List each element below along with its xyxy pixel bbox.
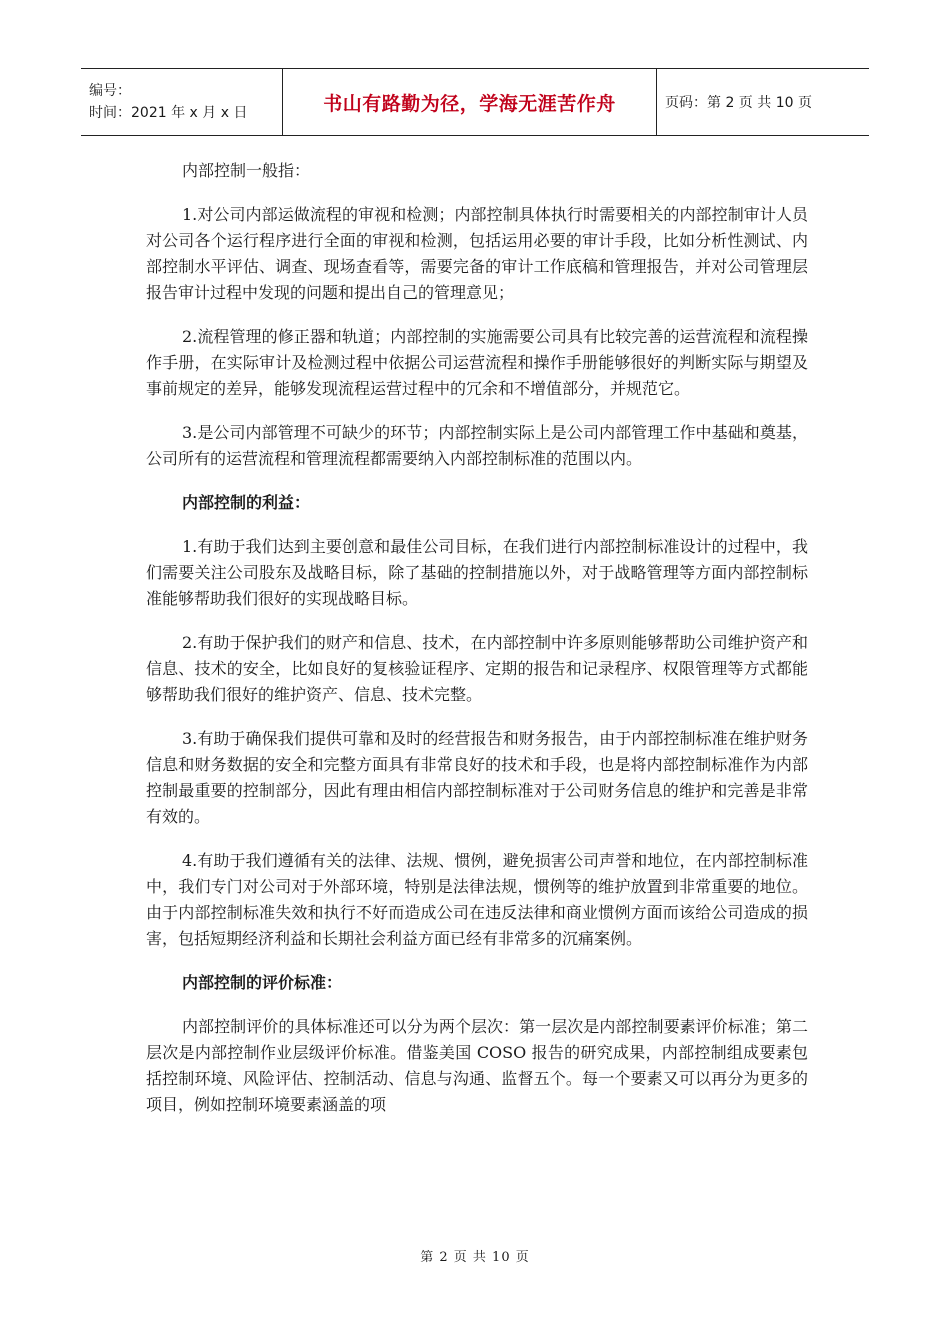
header-page-info: 页码：第 2 页 共 10 页 [665, 95, 812, 111]
document-number-label: 编号： [89, 83, 131, 99]
header-meta [81, 69, 283, 135]
paragraph: 1.有助于我们达到主要创意和最佳公司目标，在我们进行内部控制标准设计的过程中，我们需要关注公司股东及战略目标，除了基础的控制措施以外，对于战略管理等方面内部控制标准能够帮助我们很好的实现战略目标。 [146, 537, 808, 608]
paragraph: 内部控制评价的具体标准还可以分为两个层次：第一层次是内部控制要素评价标准；第二层次是内部控制作业层级评价标准。借鉴美国 COSO 报告的研究成果，内部控制组成要素包括控制环境、风险评估、控制活动、信息与沟通、监督五个。每一个要素又可以再分为更多的项目，例如控制环境要素涵盖的项 [146, 1017, 808, 1114]
paragraph: 2.有助于保护我们的财产和信息、技术，在内部控制中许多原则能够帮助公司维护资产和信息、技术的安全，比如良好的复核验证程序、定期的报告和记录程序、权限管理等方式都能够帮助我们很好的维护资产、信息、技术完整。 [146, 633, 808, 704]
paragraph: 3.是公司内部管理不可缺少的环节；内部控制实际上是公司内部管理工作中基础和奠基，公司所有的运营流程和管理流程都需要纳入内部控制标准的范围以内。 [146, 423, 808, 468]
paragraph: 4.有助于我们遵循有关的法律、法规、惯例，避免损害公司声誉和地位，在内部控制标准中，我们专门对公司对于外部环境，特别是法律法规，惯例等的维护放置到非常重要的地位。由于内部控制标准失效和执行不好而造成公司在违反法律和商业惯例方面而该给公司造成的损害，包括短期经济利益和长期社会利益方面已经有非常多的沉痛案例。 [146, 851, 808, 948]
page-header [81, 68, 869, 136]
paragraph: 2.流程管理的修正器和轨道；内部控制的实施需要公司具有比较完善的运营流程和流程操作手册，在实际审计及检测过程中依据公司运营流程和操作手册能够很好的判断实际与期望及事前规定的差异，能够发现流程运营过程中的冗余和不增值部分，并规范它。 [146, 327, 808, 398]
header-motto: 书山有路勤为径，学海无涯苦作舟 [283, 69, 657, 135]
paragraph: 3.有助于确保我们提供可靠和及时的经营报告和财务报告，由于内部控制标准在维护财务信息和财务数据的安全和完整方面具有非常良好的技术和手段，也是将内部控制标准作为内部控制最重要的控制部分，因此有理由相信内部控制标准对于公司财务信息的维护和完善是非常有效的。 [146, 729, 808, 826]
paragraph: 内部控制一般指： [182, 161, 311, 180]
page-footer: 第 2 页 共 10 页 [420, 1250, 530, 1265]
document-body [146, 158, 808, 1136]
section-heading: 内部控制的评价标准： [182, 973, 343, 992]
section-heading: 内部控制的利益： [182, 493, 311, 512]
paragraph: 1.对公司内部运做流程的审视和检测；内部控制具体执行时需要相关的内部控制审计人员对公司各个运行程序进行全面的审视和检测，包括运用必要的审计手段，比如分析性测试、内部控制水平评估、调查、现场查看等，需要完备的审计工作底稿和管理报告，并对公司管理层报告审计过程中发现的问题和提出自己的管理意见； [146, 205, 808, 302]
document-date: 时间：2021 年 x 月 x 日 [89, 105, 248, 121]
